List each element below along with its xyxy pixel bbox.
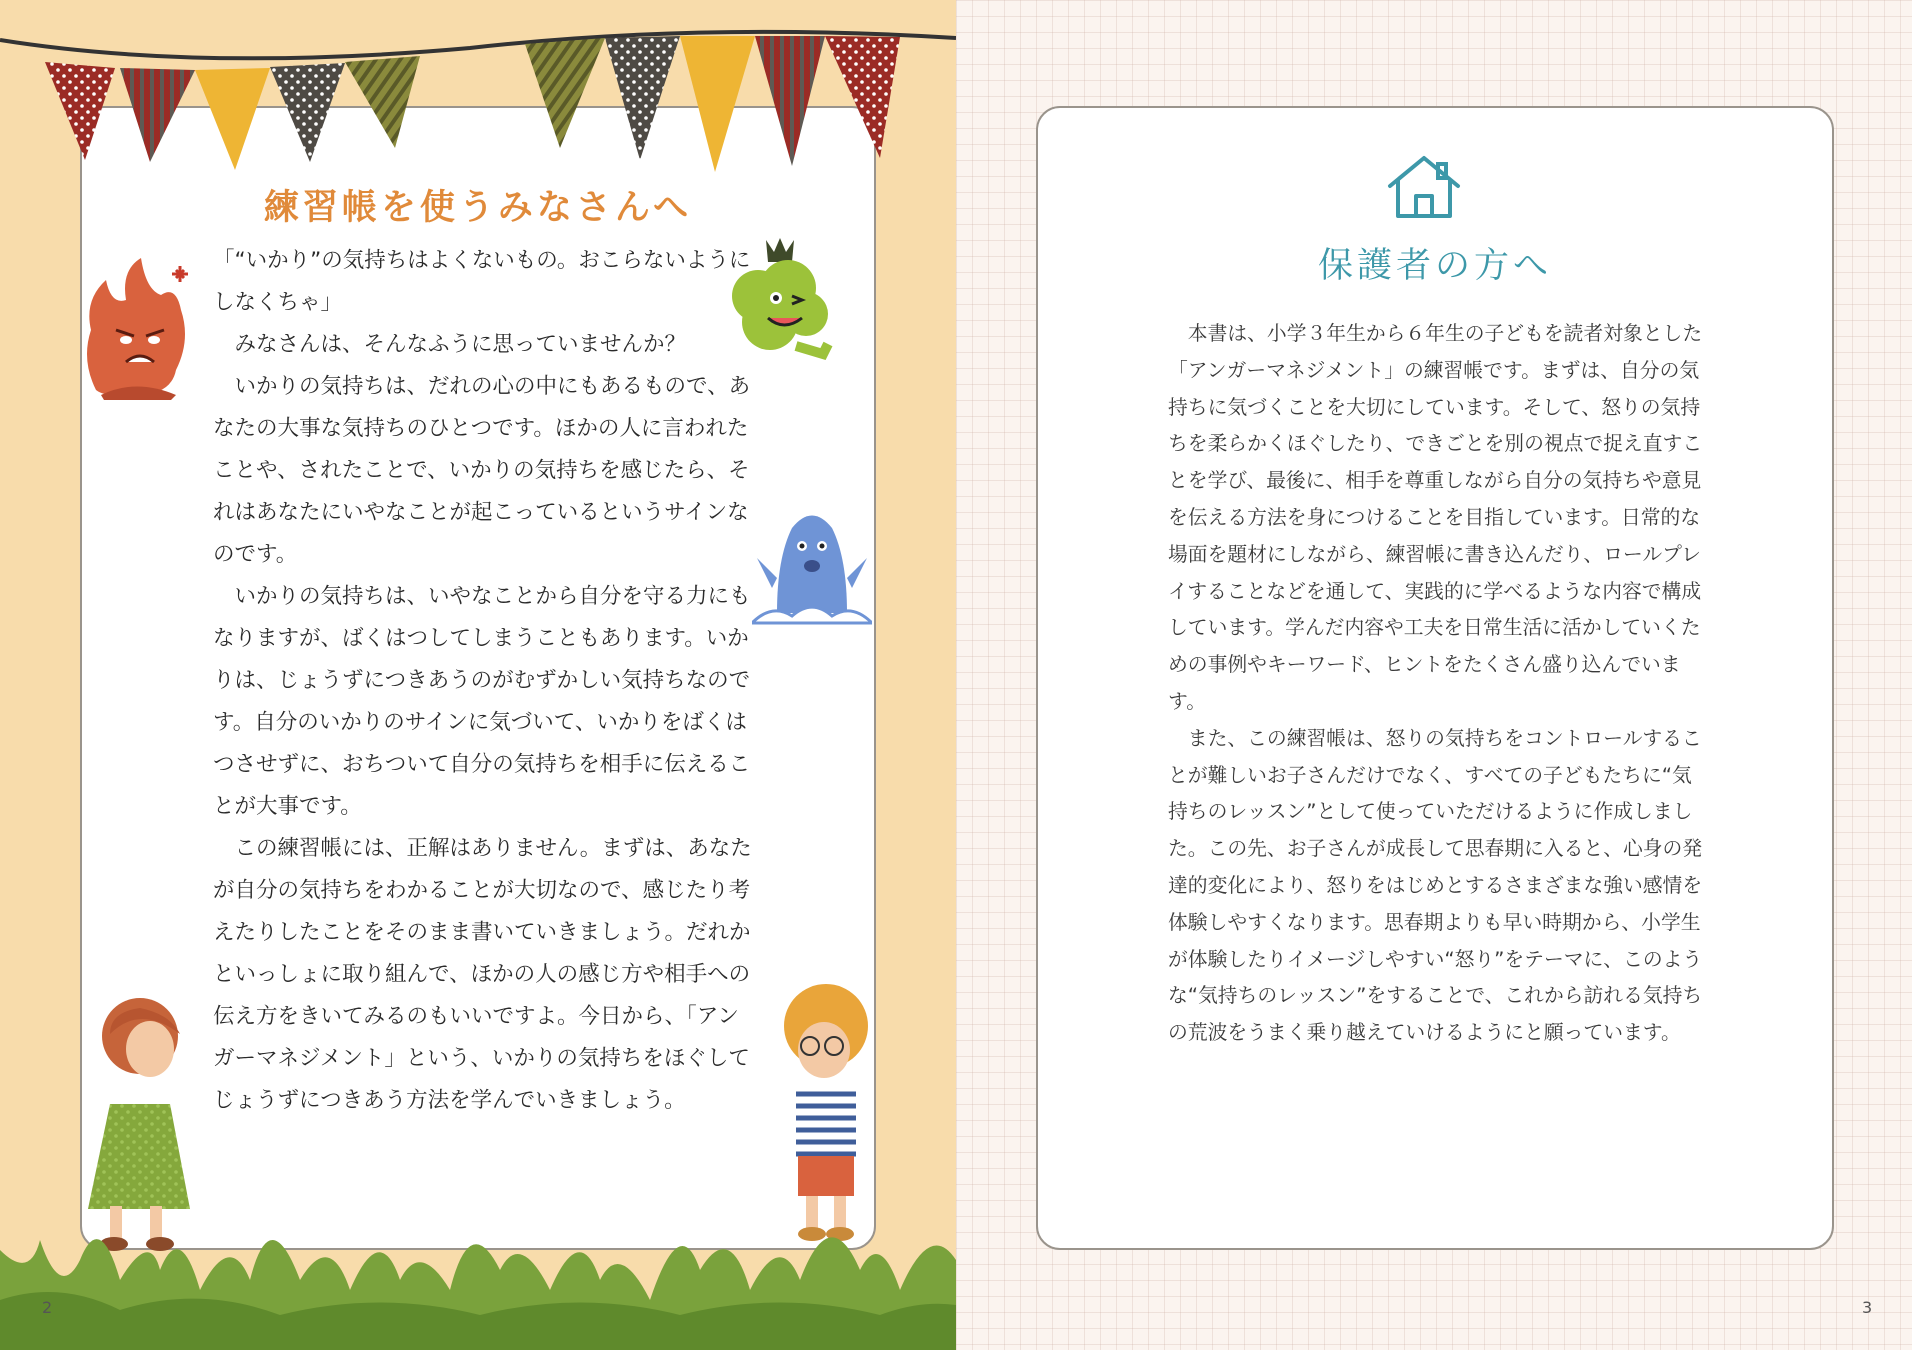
left-paragraph: この練習帳には、正解はありません。まずは、あなたが自分の気持ちをわかることが大切なので、感じたり考えたりしたことをそのまま書いていきましょう。だれかといっしょに取り組んで、ほかの人の感じ方や相手への伝え方をきいてみるのもいいですよ。今日から、「アンガーマネジメント」という、いかりの気持ちをほぐしてじょうずにつきあう方法を学んでいきましょう。 [213,836,752,1113]
right-page-title: 保護者の方へ [1317,246,1552,286]
blue-ghost-character-illustration [752,498,872,638]
right-paragraph: また、この練習帳は、怒りの気持ちをコントロールすることが難しいお子さんだけでなく、すべての子どもたちに“気持ちのレッスン”として使っていただけるように作成しました。この先、お子さんが成長して思春期に入ると、心身の発達的変化により、怒りをはじめとするさまざまな強い感情を体験しやすくなります。思春期よりも早い時期から、小学生が体験したりイメージしやすい“怒り”をテーマに、このような“気持ちのレッスン”をすることで、これから訪れる気持ちの荒波をうまく乗り越えていけるようにと願っています。 [1168,726,1703,1045]
page-number: 2 [42,1298,53,1317]
grass-decoration [0,1190,956,1350]
left-paragraph: いかりの気持ちは、だれの心の中にもあるもので、あなたの大事な気持ちのひとつです。ほかの人に言われたことや、されたことで、いかりの気持ちを感じたら、それはあなたにいやなことが起こっているというサインなのです。 [213,374,751,567]
angry-flame-character-illustration [76,250,196,400]
left-paragraph: 「“いかり”の気持ちはよくないもの。おこらないようにしなくちゃ」 [213,248,751,315]
left-page-title: 練習帳を使うみなさんへ [263,188,693,228]
house-icon [1384,152,1464,222]
right-paragraph: 本書は、小学３年生から６年生の子どもを読者対象とした「アンガーマネジメント」の練習帳です。まずは、自分の気持ちに気づくことを大切にしています。そして、怒りの気持ちを柔らかくほぐしたり、できごとを別の視点で捉え直すことを学び、最後に、相手を尊重しながら自分の気持ちや意見を伝える方法を身につけることを目指しています。日常的な場面を題材にしながら、練習帳に書き込んだり、ロールプレイすることなどを通して、実践的に学べるような内容で構成しています。学んだ内容や工夫を日常生活に活かしていくための事例やキーワード、ヒントをたくさん盛り込んでいます。 [1168,322,1703,713]
bunting-banner [0,0,956,180]
right-body-text [1168,316,1708,1052]
left-body-text [213,240,753,1122]
left-paragraph: いかりの気持ちは、いやなことから自分を守る力にもなりますが、ばくはつしてしまうこともあります。いかりは、じょうずにつきあうのがむずかしい気持ちなので す。自分のいかりのサインに気づいて、いかりをばくはつさせずに、おちついて自分の気持ちを相手に伝えることが大事です。 [213,584,751,819]
green-king-character-illustration [718,236,838,376]
page-number: 3 [1862,1298,1873,1317]
left-paragraph: みなさんは、そんなふうに思っていませんか？ [234,332,687,357]
